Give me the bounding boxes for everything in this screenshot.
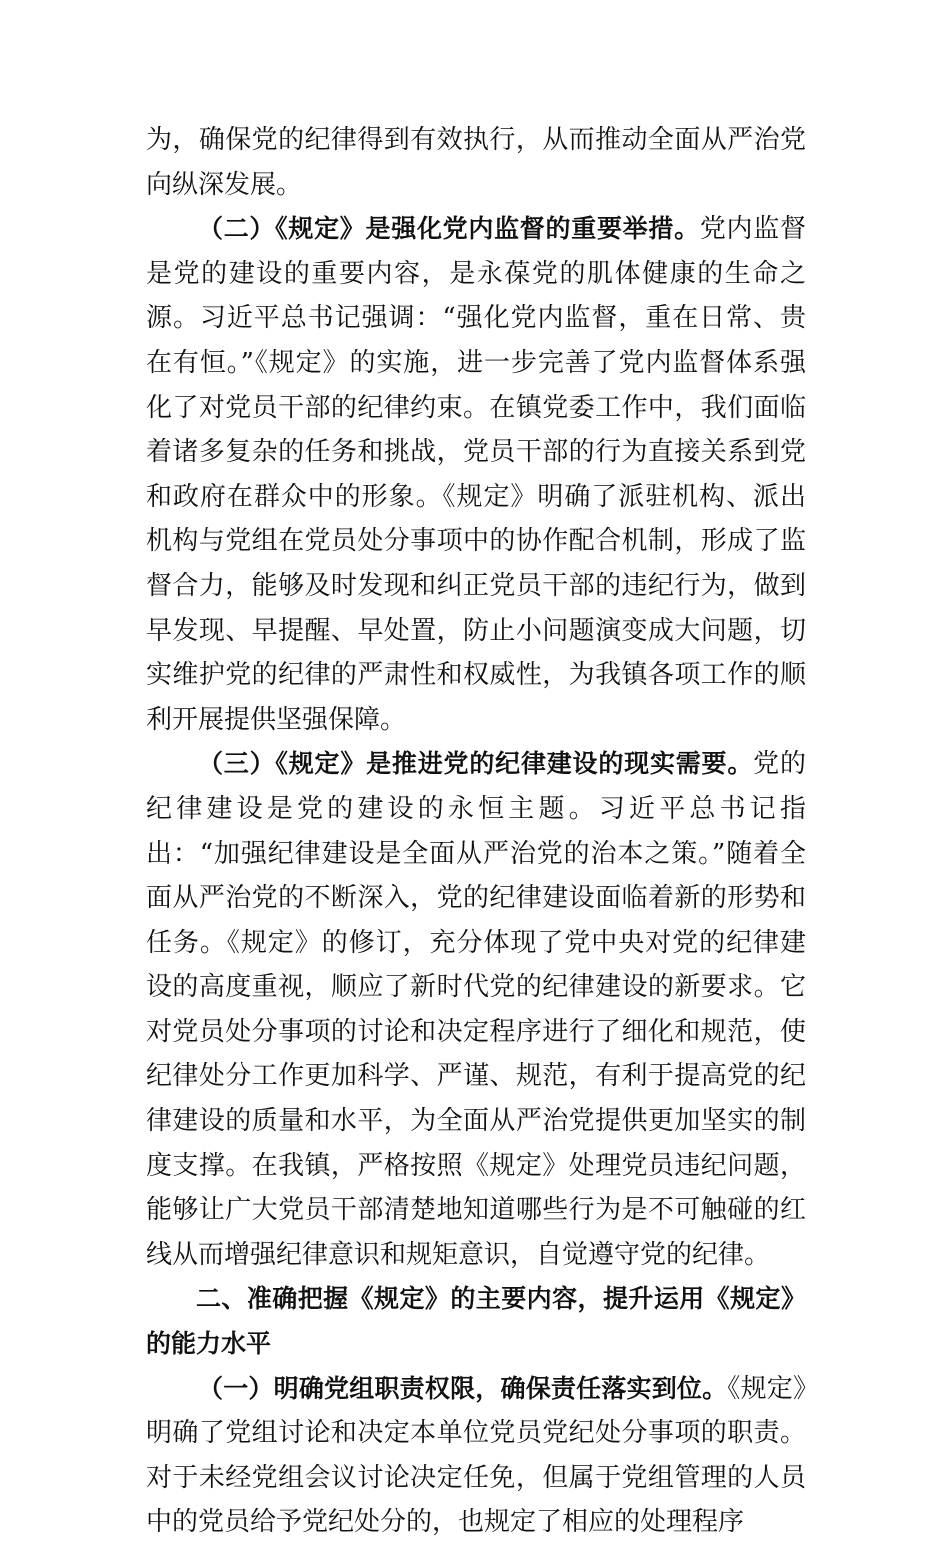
paragraph-responsibility	[146, 1367, 806, 1545]
paragraph-text: 党的纪律建设是党的建设的永恒主题。习近平总书记指出：“加强纪律建设是全面从严治党的治本之策。”随着全面从严治党的不断深入，党的纪律建设面临着新的形势和任务。《规定》的修订，充分体现了党中央对党的纪律建设的高度重视，顺应了新时代党的纪律建设的新要求。它对党员处分事项的讨论和决定程序进行了细化和规范，使纪律处分工作更加科学、严谨、规范，有利于提高党的纪律建设的质量和水平，为全面从严治党提供更加坚实的制度支撑。在我镇，严格按照《规定》处理党员违纪问题，能够让广大党员干部清楚地知道哪些行为是不可触碰的红线从而增强纪律意识和规矩意识，自觉遵守党的纪律。	[146, 749, 806, 1270]
paragraph-text: 《规定》明确了党组讨论和决定本单位党员党纪处分事项的职责。对于未经党组会议讨论决定任免，但属于党组管理的人员中的党员给予党纪处分的，也规定了相应的处理程序	[146, 1373, 806, 1538]
paragraph-lead: （二）《规定》是强化党内监督的重要举措。	[198, 214, 700, 244]
paragraph-continuation	[146, 118, 806, 207]
paragraph-discipline	[146, 742, 806, 1277]
section-heading: 二、准确把握《规定》的主要内容，提升运用《规定》的能力水平	[146, 1284, 806, 1359]
paragraph-lead: （三）《规定》是推进党的纪律建设的现实需要。	[198, 749, 754, 779]
paragraph-lead: （一）明确党组职责权限，确保责任落实到位。	[198, 1373, 728, 1403]
paragraph-supervision	[146, 207, 806, 742]
document-body	[146, 118, 806, 1545]
paragraph-text: 党内监督是党的建设的重要内容，是永葆党的肌体健康的生命之源。习近平总书记强调：“强化党内监督，重在日常、贵在有恒。”《规定》的实施，进一步完善了党内监督体系强化了对党员干部的纪律约束。在镇党委工作中，我们面临着诸多复杂的任务和挑战，党员干部的行为直接关系到党和政府在群众中的形象。《规定》明确了派驻机构、派出机构与党组在党员处分事项中的协作配合机制，形成了监督合力，能够及时发现和纠正党员干部的违纪行为，做到早发现、早提醒、早处置，防止小问题演变成大问题，切实维护党的纪律的严肃性和权威性，为我镇各项工作的顺利开展提供坚强保障。	[146, 214, 806, 735]
paragraph-text: 为，确保党的纪律得到有效执行，从而推动全面从严治党向纵深发展。	[146, 125, 806, 200]
